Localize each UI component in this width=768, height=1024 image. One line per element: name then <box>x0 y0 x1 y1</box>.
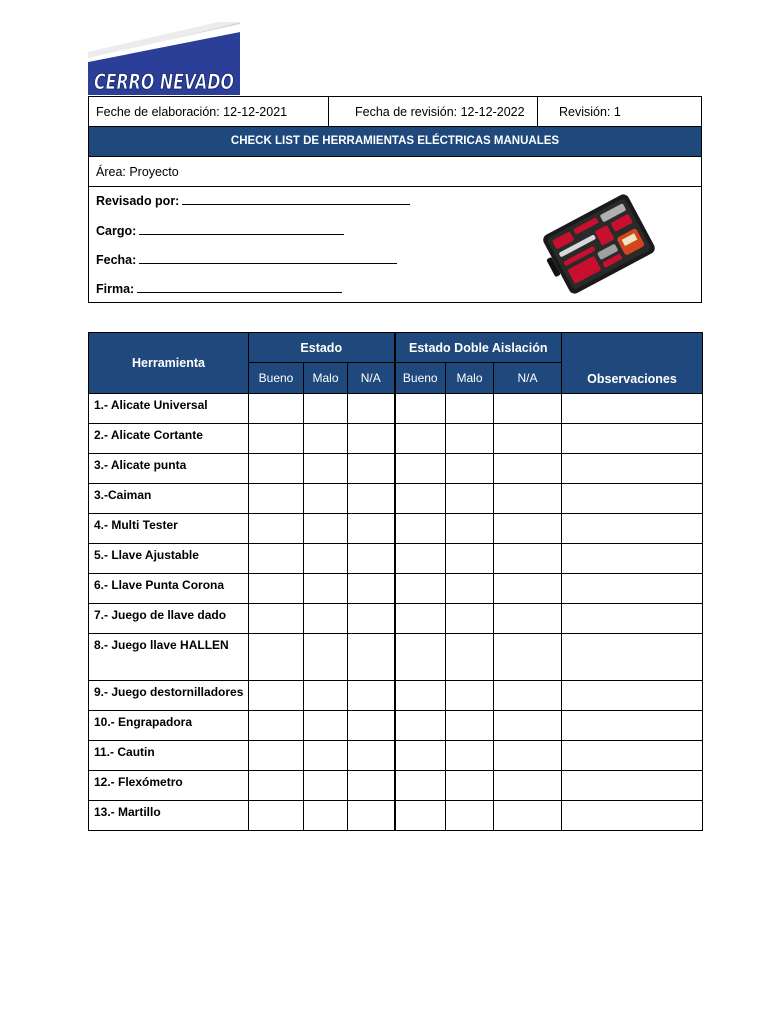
estado-bueno-cell[interactable] <box>249 514 304 544</box>
sub-header-bueno-da: Bueno <box>395 363 446 394</box>
revision-number: Revisión: 1 <box>559 104 621 119</box>
area-field: Área: Proyecto <box>89 157 701 187</box>
estado-bueno-cell[interactable] <box>249 424 304 454</box>
svg-text:CERRO NEVADO: CERRO NEVADO <box>94 70 235 94</box>
estado-na-cell[interactable] <box>348 454 395 484</box>
table-row <box>89 711 703 741</box>
da-na-cell[interactable] <box>494 424 562 454</box>
signature-line <box>137 282 342 293</box>
reviewed-by-label: Revisado por: <box>96 194 180 208</box>
observations-cell[interactable] <box>562 544 703 574</box>
da-malo-cell[interactable] <box>446 711 494 741</box>
form-header <box>88 96 702 303</box>
cerro-nevado-logo <box>88 22 240 95</box>
table-row <box>89 544 703 574</box>
da-na-cell[interactable] <box>494 681 562 711</box>
estado-bueno-cell[interactable] <box>249 801 304 831</box>
tool-name-cell: 2.- Alicate Cortante <box>89 424 249 454</box>
reviewed-by-line <box>182 194 410 205</box>
sub-header-bueno: Bueno <box>249 363 304 394</box>
da-malo-cell[interactable] <box>446 544 494 574</box>
tools-checklist-table <box>88 332 703 831</box>
da-malo-cell[interactable] <box>446 394 494 424</box>
da-bueno-cell[interactable] <box>395 544 446 574</box>
da-malo-cell[interactable] <box>446 484 494 514</box>
estado-malo-cell[interactable] <box>304 424 348 454</box>
estado-bueno-cell[interactable] <box>249 741 304 771</box>
table-row <box>89 681 703 711</box>
da-malo-cell[interactable] <box>446 801 494 831</box>
table-row <box>89 604 703 634</box>
estado-na-cell[interactable] <box>348 424 395 454</box>
tool-name-cell: 10.- Engrapadora <box>89 711 249 741</box>
observations-cell[interactable] <box>562 394 703 424</box>
estado-malo-cell[interactable] <box>304 454 348 484</box>
position-label: Cargo: <box>96 224 137 238</box>
observations-cell[interactable] <box>562 514 703 544</box>
da-na-cell[interactable] <box>494 514 562 544</box>
table-row <box>89 484 703 514</box>
tool-name-cell: 1.- Alicate Universal <box>89 394 249 424</box>
da-bueno-cell[interactable] <box>395 484 446 514</box>
estado-na-cell[interactable] <box>348 574 395 604</box>
estado-na-cell[interactable] <box>348 681 395 711</box>
estado-na-cell[interactable] <box>348 544 395 574</box>
da-malo-cell[interactable] <box>446 771 494 801</box>
da-bueno-cell[interactable] <box>395 424 446 454</box>
da-na-cell[interactable] <box>494 394 562 424</box>
da-malo-cell[interactable] <box>446 514 494 544</box>
da-malo-cell[interactable] <box>446 634 494 681</box>
header-dates-row <box>89 97 701 127</box>
da-bueno-cell[interactable] <box>395 771 446 801</box>
da-bueno-cell[interactable] <box>395 741 446 771</box>
da-bueno-cell[interactable] <box>395 574 446 604</box>
col-header-tool: Herramienta <box>89 333 249 394</box>
sub-header-na: N/A <box>348 363 395 394</box>
toolbox-image <box>539 189 659 299</box>
estado-malo-cell[interactable] <box>304 484 348 514</box>
observations-cell[interactable] <box>562 574 703 604</box>
estado-na-cell[interactable] <box>348 514 395 544</box>
elaboration-date: Feche de elaboración: 12-12-2021 <box>89 97 329 126</box>
estado-malo-cell[interactable] <box>304 544 348 574</box>
observations-cell[interactable] <box>562 711 703 741</box>
estado-bueno-cell[interactable] <box>249 454 304 484</box>
da-bueno-cell[interactable] <box>395 604 446 634</box>
estado-malo-cell[interactable] <box>304 771 348 801</box>
estado-bueno-cell[interactable] <box>249 574 304 604</box>
tool-name-cell: 8.- Juego llave HALLEN <box>89 634 249 681</box>
estado-bueno-cell[interactable] <box>249 771 304 801</box>
date-label: Fecha: <box>96 253 137 267</box>
estado-malo-cell[interactable] <box>304 711 348 741</box>
estado-na-cell[interactable] <box>348 394 395 424</box>
estado-bueno-cell[interactable] <box>249 394 304 424</box>
sub-header-na-da: N/A <box>494 363 562 394</box>
tool-name-cell: 9.- Juego destornilladores <box>89 681 249 711</box>
da-na-cell[interactable] <box>494 604 562 634</box>
estado-malo-cell[interactable] <box>304 801 348 831</box>
da-bueno-cell[interactable] <box>395 394 446 424</box>
da-malo-cell[interactable] <box>446 604 494 634</box>
estado-malo-cell[interactable] <box>304 681 348 711</box>
da-malo-cell[interactable] <box>446 741 494 771</box>
col-group-double-insulation: Estado Doble Aislación <box>395 333 562 363</box>
da-bueno-cell[interactable] <box>395 514 446 544</box>
signature-field[interactable] <box>96 282 342 296</box>
table-row <box>89 801 703 831</box>
estado-na-cell[interactable] <box>348 771 395 801</box>
observations-cell[interactable] <box>562 604 703 634</box>
table-row <box>89 741 703 771</box>
date-line <box>139 253 397 264</box>
da-malo-cell[interactable] <box>446 454 494 484</box>
estado-malo-cell[interactable] <box>304 634 348 681</box>
tool-name-cell: 3.- Alicate punta <box>89 454 249 484</box>
estado-bueno-cell[interactable] <box>249 484 304 514</box>
observations-cell[interactable] <box>562 741 703 771</box>
revision-date: Fecha de revisión: 12-12-2022 <box>329 97 538 126</box>
da-na-cell[interactable] <box>494 771 562 801</box>
da-na-cell[interactable] <box>494 484 562 514</box>
table-row <box>89 424 703 454</box>
estado-bueno-cell[interactable] <box>249 711 304 741</box>
col-group-estado: Estado <box>249 333 395 363</box>
estado-bueno-cell[interactable] <box>249 544 304 574</box>
tool-name-cell: 11.- Cautin <box>89 741 249 771</box>
tool-name-cell: 7.- Juego de llave dado <box>89 604 249 634</box>
observations-cell[interactable] <box>562 801 703 831</box>
da-na-cell[interactable] <box>494 454 562 484</box>
da-malo-cell[interactable] <box>446 681 494 711</box>
estado-malo-cell[interactable] <box>304 574 348 604</box>
signoff-section <box>89 187 701 302</box>
da-na-cell[interactable] <box>494 574 562 604</box>
table-row <box>89 454 703 484</box>
tool-name-cell: 12.- Flexómetro <box>89 771 249 801</box>
tool-name-cell: 4.- Multi Tester <box>89 514 249 544</box>
observations-cell[interactable] <box>562 484 703 514</box>
observations-cell[interactable] <box>562 454 703 484</box>
da-bueno-cell[interactable] <box>395 454 446 484</box>
estado-na-cell[interactable] <box>348 801 395 831</box>
da-na-cell[interactable] <box>494 544 562 574</box>
signature-label: Firma: <box>96 282 135 296</box>
estado-malo-cell[interactable] <box>304 394 348 424</box>
tool-name-cell: 13.- Martillo <box>89 801 249 831</box>
estado-na-cell[interactable] <box>348 634 395 681</box>
observations-cell[interactable] <box>562 681 703 711</box>
tool-name-cell: 6.- Llave Punta Corona <box>89 574 249 604</box>
estado-malo-cell[interactable] <box>304 514 348 544</box>
da-na-cell[interactable] <box>494 741 562 771</box>
estado-na-cell[interactable] <box>348 711 395 741</box>
da-na-cell[interactable] <box>494 801 562 831</box>
tool-name-cell: 3.-Caiman <box>89 484 249 514</box>
da-na-cell[interactable] <box>494 634 562 681</box>
da-bueno-cell[interactable] <box>395 801 446 831</box>
table-row <box>89 634 703 681</box>
col-header-observations: Observaciones <box>562 333 703 394</box>
sub-header-malo-da: Malo <box>446 363 494 394</box>
da-malo-cell[interactable] <box>446 574 494 604</box>
estado-bueno-cell[interactable] <box>249 681 304 711</box>
date-field[interactable] <box>96 253 397 267</box>
position-line <box>139 224 344 235</box>
estado-bueno-cell[interactable] <box>249 604 304 634</box>
observations-cell[interactable] <box>562 634 703 681</box>
estado-na-cell[interactable] <box>348 484 395 514</box>
da-bueno-cell[interactable] <box>395 681 446 711</box>
estado-malo-cell[interactable] <box>304 604 348 634</box>
position-field[interactable] <box>96 224 344 238</box>
estado-bueno-cell[interactable] <box>249 634 304 681</box>
da-malo-cell[interactable] <box>446 424 494 454</box>
estado-na-cell[interactable] <box>348 741 395 771</box>
table-row <box>89 574 703 604</box>
form-title: CHECK LIST DE HERRAMIENTAS ELÉCTRICAS MANUALES <box>89 127 701 157</box>
tool-name-cell: 5.- Llave Ajustable <box>89 544 249 574</box>
sub-header-malo: Malo <box>304 363 348 394</box>
observations-cell[interactable] <box>562 424 703 454</box>
checklist-rows <box>89 394 703 831</box>
estado-malo-cell[interactable] <box>304 741 348 771</box>
da-bueno-cell[interactable] <box>395 634 446 681</box>
reviewed-by-field[interactable] <box>96 194 410 208</box>
da-bueno-cell[interactable] <box>395 711 446 741</box>
da-na-cell[interactable] <box>494 711 562 741</box>
estado-na-cell[interactable] <box>348 604 395 634</box>
table-row <box>89 514 703 544</box>
table-row <box>89 394 703 424</box>
table-row <box>89 771 703 801</box>
observations-cell[interactable] <box>562 771 703 801</box>
